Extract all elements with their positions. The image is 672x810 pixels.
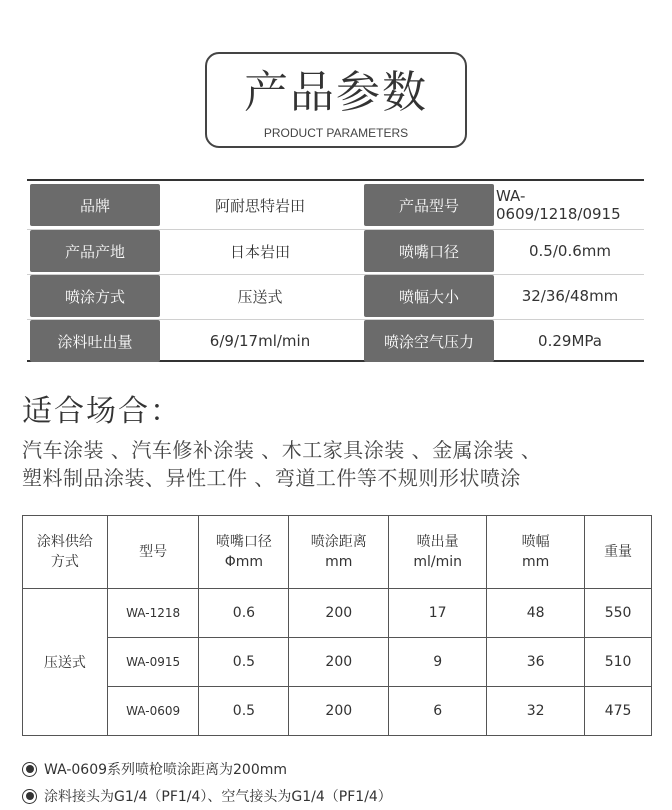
- header-supply: 涂料供给方式: [23, 516, 108, 589]
- output-cell: 6: [389, 687, 487, 736]
- spec-label-method: 喷涂方式: [30, 275, 160, 317]
- model-cell: WA-0609: [107, 687, 199, 736]
- spec-value-brand: 阿耐思特岩田: [214, 196, 305, 215]
- page-subtitle: PRODUCT PARAMETERS: [263, 126, 409, 140]
- applications-line-2: 塑料制品涂装、异性工件 、弯道工件等不规则形状喷涂: [22, 466, 521, 490]
- header-model: 型号: [107, 516, 199, 589]
- nozzle-cell: 0.5: [199, 687, 289, 736]
- spec-row: [27, 320, 644, 362]
- distance-cell: 200: [289, 687, 389, 736]
- spec-label-origin: 产品产地: [30, 230, 160, 272]
- applications-line-1: 汽车涂装 、汽车修补涂装 、木工家具涂装 、金属涂装 、: [22, 438, 542, 462]
- header-output: 喷出量ml/min: [389, 516, 487, 589]
- table-row: [23, 589, 652, 638]
- radio-bullet-icon: [22, 789, 37, 804]
- weight-cell: 510: [585, 638, 652, 687]
- distance-cell: 200: [289, 589, 389, 638]
- spec-value-nozzle: 0.5/0.6mm: [529, 242, 611, 260]
- spec-value-method: 压送式: [237, 287, 283, 306]
- spec-value-width: 32/36/48mm: [521, 287, 619, 305]
- nozzle-cell: 0.6: [199, 589, 289, 638]
- spec-label-width: 喷幅大小: [364, 275, 494, 317]
- spec-label-output: 涂料吐出量: [30, 320, 160, 362]
- applications-title: 适合场合：: [22, 394, 182, 429]
- table-row: [23, 638, 652, 687]
- note-2: [22, 786, 392, 806]
- spec-label-brand: 品牌: [30, 184, 160, 226]
- spec-value-model: WA-0609/1218/0915: [496, 187, 621, 223]
- model-table: [22, 515, 652, 736]
- spec-label-pressure: 喷涂空气压力: [364, 320, 494, 362]
- table-header-row: [23, 516, 652, 589]
- width-cell: 48: [487, 589, 585, 638]
- output-cell: 9: [389, 638, 487, 687]
- spec-value-origin: 日本岩田: [229, 242, 290, 261]
- output-cell: 17: [389, 589, 487, 638]
- header-weight: 重量: [585, 516, 652, 589]
- header-width: 喷幅mm: [487, 516, 585, 589]
- supply-method-cell: 压送式: [23, 589, 108, 736]
- spec-label-model: 产品型号: [364, 184, 494, 226]
- width-cell: 32: [487, 687, 585, 736]
- header-distance: 喷涂距离mm: [289, 516, 389, 589]
- spec-row: [27, 230, 644, 272]
- spec-row: [27, 184, 644, 226]
- spec-row: [27, 275, 644, 317]
- nozzle-cell: 0.5: [199, 638, 289, 687]
- radio-bullet-icon: [22, 762, 37, 777]
- note-text: 涂料接头为G1/4（PF1/4）、空气接头为G1/4（PF1/4）: [44, 789, 392, 805]
- spec-label-nozzle: 喷嘴口径: [364, 230, 494, 272]
- model-cell: WA-1218: [107, 589, 199, 638]
- note-1: [22, 759, 287, 779]
- weight-cell: 475: [585, 687, 652, 736]
- header-nozzle: 喷嘴口径Φmm: [199, 516, 289, 589]
- weight-cell: 550: [585, 589, 652, 638]
- title-box: [205, 52, 467, 148]
- table-row: [23, 687, 652, 736]
- distance-cell: 200: [289, 638, 389, 687]
- spec-value-output: 6/9/17ml/min: [209, 332, 311, 350]
- spec-table: [27, 179, 644, 362]
- spec-value-pressure: 0.29MPa: [538, 332, 602, 350]
- model-cell: WA-0915: [107, 638, 199, 687]
- note-text: WA-0609系列喷枪喷涂距离为200mm: [44, 762, 288, 778]
- page-title: 产品参数: [244, 67, 428, 118]
- width-cell: 36: [487, 638, 585, 687]
